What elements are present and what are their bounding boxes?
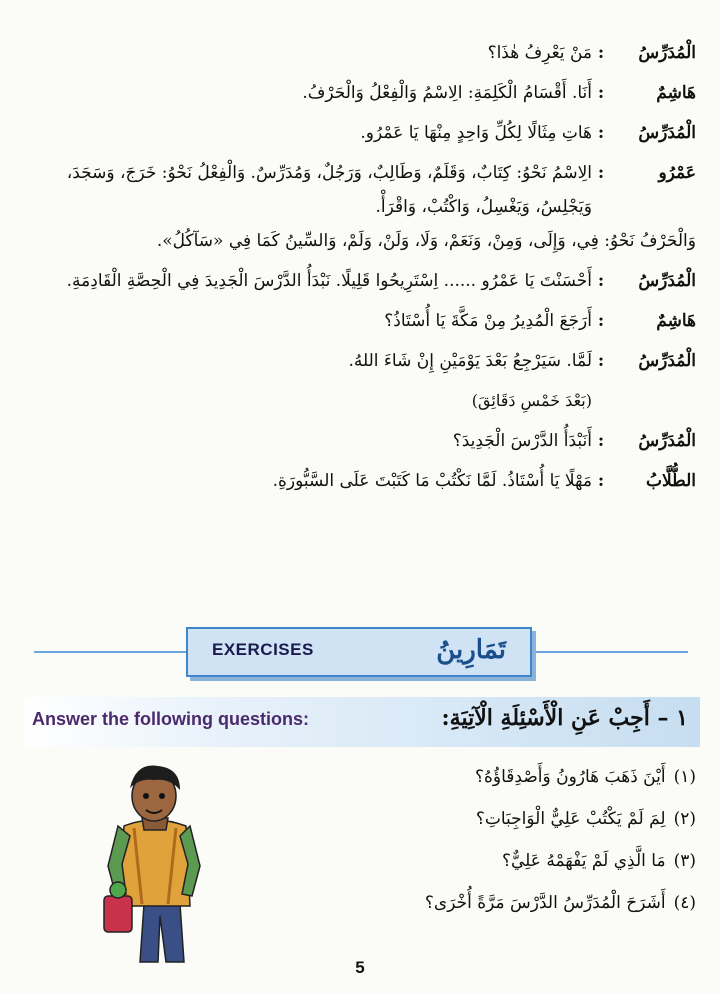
student-illustration	[96, 756, 214, 966]
speech-text: أَنَبْدَأُ الدَّرْسَ الْجَدِيدَ؟	[452, 431, 592, 451]
question-number: (٣)	[673, 851, 696, 871]
dialogue-section	[22, 40, 696, 508]
speaker-name: الْمُدَرِّسُ	[638, 43, 696, 63]
dialogue-line	[22, 468, 696, 494]
stage-direction: (بَعْدَ خَمْسِ دَقَائِقَ)	[471, 391, 592, 410]
speaker-name: الْمُدَرِّسُ	[638, 271, 696, 291]
colon: :	[597, 351, 605, 371]
colon: :	[597, 271, 605, 291]
speech-text: أَحْسَنْتَ يَا عَمْرُو ...... اِسْتَرِيحُوا قَلِيلًا. نَبْدَأُ الدَّرْسَ الْجَدِيدَ فِي الْحِصَّةِ الْقَادِمَةِ.	[66, 271, 592, 291]
question-item	[256, 890, 696, 916]
dialogue-line	[22, 120, 696, 146]
question-item	[256, 764, 696, 790]
speech-text: الِاسْمُ نَحْوُ: كِتَابٌ، وَقَلَمٌ، وَطَالِبٌ، وَرَجُلٌ، وَمُدَرِّسٌ. وَالْفِعْلُ نَحْوُ: خَرَجَ، وَسَجَدَ،	[66, 163, 592, 183]
question-text: أَيْنَ ذَهَبَ هَارُونُ وَأَصْدِقَاؤُهُ؟	[474, 767, 666, 787]
dialogue-line	[22, 428, 696, 454]
question-number: (٢)	[673, 809, 696, 829]
question-text: مَا الَّذِي لَمْ يَفْهَمْهُ عَلِيٌّ؟	[501, 851, 666, 871]
speech-text: هَاتِ مِثَالًا لِكُلِّ وَاحِدٍ مِنْهَا يَا عَمْرُو.	[360, 123, 592, 143]
colon: :	[597, 83, 605, 103]
dialogue-line	[22, 80, 696, 106]
speech-text: مَهْلًا يَا أُسْتَاذُ. لَمَّا نَكْتُبْ مَا كَتَبْتَ عَلَى السَّبُّورَةِ.	[272, 471, 592, 491]
exercises-banner	[186, 627, 532, 677]
speech-text: لَمَّا. سَيَرْجِعُ بَعْدَ يَوْمَيْنِ إِنْ شَاءَ اللهُ.	[348, 351, 592, 371]
speaker-name: هَاشِمٌ	[656, 83, 696, 103]
question-item	[256, 848, 696, 874]
speaker-name: الْمُدَرِّسُ	[638, 351, 696, 371]
dialogue-line	[22, 160, 696, 186]
speaker-name: هَاشِمٌ	[656, 311, 696, 331]
colon: :	[597, 123, 605, 143]
exercises-label-ar: تَمَارِينُ	[436, 635, 506, 665]
colon: :	[597, 163, 605, 183]
colon: :	[597, 431, 605, 451]
question-heading-en: Answer the following questions:	[32, 709, 310, 729]
speech-continuation: وَالْحَرْفُ نَحْوُ: فِي، وَإِلَى، وَمِنْ، وَنَعَمْ، وَلَا، وَلَنْ، وَلَمْ، وَالسِّينُ كَمَا فِي «سَآكُلُ».	[156, 231, 696, 251]
dialogue-line	[22, 308, 696, 334]
question-text: أَشَرَحَ الْمُدَرِّسُ الدَّرْسَ مَرَّةً أُخْرَى؟	[424, 893, 666, 913]
divider-right	[536, 651, 688, 653]
dialogue-line	[22, 40, 696, 66]
question-text: لِمَ لَمْ يَكْتُبْ عَلِيٌّ الْوَاجِبَاتِ؟	[475, 809, 666, 829]
speech-text: مَنْ يَعْرِفُ هٰذَا؟	[487, 43, 592, 63]
question-number: (١)	[673, 767, 696, 787]
speaker-name: الطُّلَّابُ	[646, 471, 696, 491]
page-number: 5	[355, 958, 365, 977]
speaker-name: الْمُدَرِّسُ	[638, 123, 696, 143]
question-list	[256, 764, 696, 932]
speaker-name: الْمُدَرِّسُ	[638, 431, 696, 451]
colon: :	[597, 43, 605, 63]
exercises-label-en: EXERCISES	[212, 640, 314, 659]
question-item	[256, 806, 696, 832]
speech-text: أَنَا. أَقْسَامُ الْكَلِمَةِ: الِاسْمُ وَالْفِعْلُ وَالْحَرْفُ.	[302, 83, 592, 103]
speech-text: أَرَجَعَ الْمُدِيرُ مِنْ مَكَّةَ يَا أُسْتَاذُ؟	[384, 311, 592, 331]
question-heading-ar: ١ – أَجِبْ عَنِ الْأَسْئِلَةِ الْآتِيَةِ:	[441, 705, 688, 731]
colon: :	[597, 311, 605, 331]
dialogue-line	[22, 348, 696, 374]
divider-left	[34, 651, 186, 653]
dialogue-line	[22, 268, 696, 294]
speech-continuation: وَيَجْلِسُ، وَيَغْسِلُ، وَاكْتُبْ، وَاقْرَأْ.	[375, 197, 592, 217]
speaker-name: عَمْرُو	[658, 163, 696, 183]
question-number: (٤)	[673, 893, 696, 913]
question-heading-bar	[24, 697, 700, 747]
colon: :	[597, 471, 605, 491]
